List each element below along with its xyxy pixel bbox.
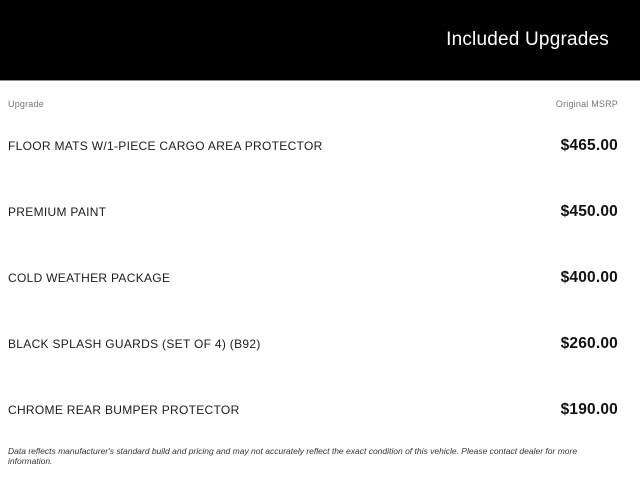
upgrade-name: COLD WEATHER PACKAGE — [8, 271, 171, 285]
table-row — [8, 138, 618, 154]
upgrade-name: BLACK SPLASH GUARDS (SET OF 4) (B92) — [8, 337, 261, 351]
included-upgrades-header — [0, 0, 640, 81]
upgrades-table — [0, 98, 640, 418]
table-row — [8, 270, 618, 286]
column-header-msrp: Original MSRP — [555, 99, 618, 109]
page-title: Included Upgrades — [446, 29, 609, 50]
column-header-upgrade: Upgrade — [8, 99, 44, 109]
upgrade-price: $465.00 — [560, 137, 618, 154]
upgrade-price: $400.00 — [560, 269, 618, 286]
upgrade-name: PREMIUM PAINT — [8, 205, 107, 219]
upgrade-price: $260.00 — [560, 335, 618, 352]
table-row — [8, 402, 618, 418]
upgrade-name: CHROME REAR BUMPER PROTECTOR — [8, 403, 240, 417]
upgrade-price: $450.00 — [560, 203, 618, 220]
table-column-header-row — [8, 98, 618, 110]
disclaimer-text: Data reflects manufacturer's standard build and pricing and may not accurately reflect the exact condition of this vehicle. Please contact dealer for more information. — [8, 446, 578, 466]
table-row — [8, 336, 618, 352]
upgrade-name: FLOOR MATS W/1-PIECE CARGO AREA PROTECTOR — [8, 139, 323, 153]
table-row — [8, 204, 618, 220]
upgrade-price: $190.00 — [560, 401, 618, 418]
